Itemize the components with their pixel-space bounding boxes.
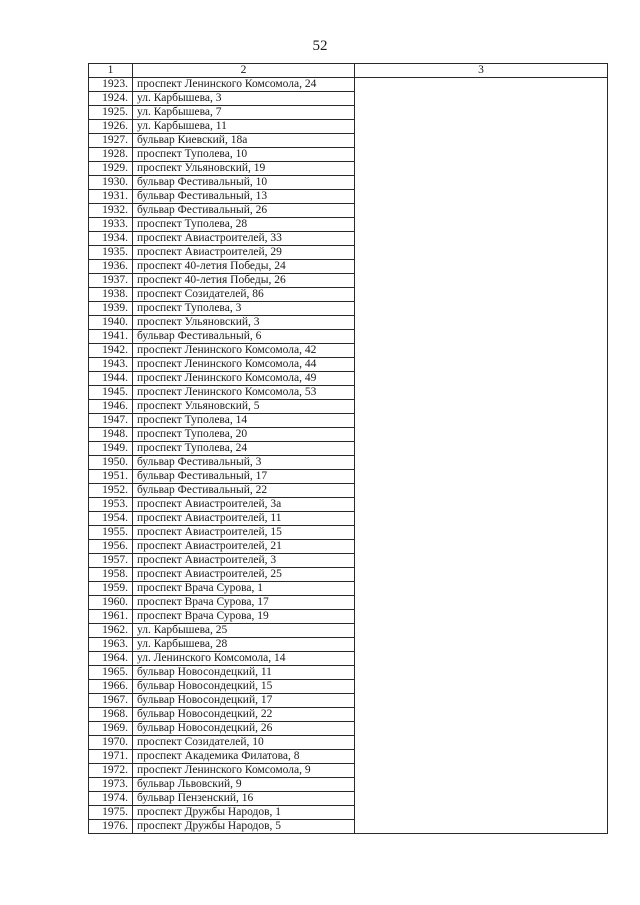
- row-address: бульвар Новосондецкий, 15: [133, 680, 355, 694]
- row-note: [355, 820, 608, 834]
- row-note: [355, 358, 608, 372]
- row-number: 1939.: [89, 302, 133, 316]
- row-note: [355, 736, 608, 750]
- table-row: [89, 190, 608, 204]
- row-number: 1955.: [89, 526, 133, 540]
- row-address: проспект Дружбы Народов, 1: [133, 806, 355, 820]
- row-note: [355, 204, 608, 218]
- table-row: [89, 512, 608, 526]
- column-header-note: 3: [355, 64, 608, 78]
- row-number: 1971.: [89, 750, 133, 764]
- table-row: [89, 162, 608, 176]
- table-row: [89, 78, 608, 92]
- row-address: проспект Авиастроителей, 3: [133, 554, 355, 568]
- row-address: проспект Академика Филатова, 8: [133, 750, 355, 764]
- row-number: 1974.: [89, 792, 133, 806]
- row-note: [355, 190, 608, 204]
- table-row: [89, 652, 608, 666]
- table-row: [89, 694, 608, 708]
- column-header-address: 2: [133, 64, 355, 78]
- row-note: [355, 540, 608, 554]
- row-address: проспект Туполева, 3: [133, 302, 355, 316]
- row-note: [355, 134, 608, 148]
- table-row: [89, 134, 608, 148]
- table-row: [89, 372, 608, 386]
- row-number: 1958.: [89, 568, 133, 582]
- row-address: бульвар Пензенский, 16: [133, 792, 355, 806]
- row-number: 1961.: [89, 610, 133, 624]
- table-row: [89, 428, 608, 442]
- row-address: проспект Туполева, 28: [133, 218, 355, 232]
- row-address: бульвар Фестивальный, 17: [133, 470, 355, 484]
- row-note: [355, 176, 608, 190]
- row-address: проспект Ленинского Комсомола, 9: [133, 764, 355, 778]
- row-address: ул. Карбышева, 11: [133, 120, 355, 134]
- row-address: бульвар Фестивальный, 22: [133, 484, 355, 498]
- row-note: [355, 316, 608, 330]
- row-address: проспект 40-летия Победы, 26: [133, 274, 355, 288]
- row-number: 1926.: [89, 120, 133, 134]
- row-address: проспект Созидателей, 10: [133, 736, 355, 750]
- row-address: бульвар Львовский, 9: [133, 778, 355, 792]
- row-number: 1959.: [89, 582, 133, 596]
- table-row: [89, 358, 608, 372]
- row-note: [355, 792, 608, 806]
- table-row: [89, 764, 608, 778]
- row-note: [355, 218, 608, 232]
- row-number: 1945.: [89, 386, 133, 400]
- row-number: 1936.: [89, 260, 133, 274]
- table-row: [89, 316, 608, 330]
- table-row: [89, 778, 608, 792]
- row-number: 1947.: [89, 414, 133, 428]
- row-note: [355, 344, 608, 358]
- row-address: проспект Врача Сурова, 1: [133, 582, 355, 596]
- row-note: [355, 652, 608, 666]
- table-row: [89, 344, 608, 358]
- table-row: [89, 106, 608, 120]
- table-row: [89, 414, 608, 428]
- row-note: [355, 260, 608, 274]
- row-number: 1927.: [89, 134, 133, 148]
- row-number: 1975.: [89, 806, 133, 820]
- table-row: [89, 288, 608, 302]
- row-number: 1963.: [89, 638, 133, 652]
- table-row: [89, 582, 608, 596]
- row-address: проспект Ульяновский, 5: [133, 400, 355, 414]
- row-note: [355, 498, 608, 512]
- row-note: [355, 666, 608, 680]
- row-address: проспект Ульяновский, 3: [133, 316, 355, 330]
- row-note: [355, 148, 608, 162]
- row-address: проспект Авиастроителей, 25: [133, 568, 355, 582]
- row-note: [355, 708, 608, 722]
- table-row: [89, 218, 608, 232]
- table-row: [89, 624, 608, 638]
- row-note: [355, 106, 608, 120]
- table-body: [89, 78, 608, 834]
- row-address: бульвар Новосондецкий, 26: [133, 722, 355, 736]
- table-row: [89, 260, 608, 274]
- row-address: проспект 40-летия Победы, 24: [133, 260, 355, 274]
- table-row: [89, 820, 608, 834]
- row-note: [355, 582, 608, 596]
- row-address: проспект Врача Сурова, 19: [133, 610, 355, 624]
- table-row: [89, 302, 608, 316]
- row-note: [355, 400, 608, 414]
- row-number: 1923.: [89, 78, 133, 92]
- row-number: 1951.: [89, 470, 133, 484]
- row-number: 1924.: [89, 92, 133, 106]
- row-address: проспект Созидателей, 86: [133, 288, 355, 302]
- row-address: проспект Авиастроителей, 15: [133, 526, 355, 540]
- row-number: 1952.: [89, 484, 133, 498]
- row-note: [355, 246, 608, 260]
- row-note: [355, 162, 608, 176]
- row-number: 1972.: [89, 764, 133, 778]
- row-number: 1966.: [89, 680, 133, 694]
- row-address: бульвар Фестивальный, 6: [133, 330, 355, 344]
- table-row: [89, 596, 608, 610]
- row-number: 1938.: [89, 288, 133, 302]
- row-note: [355, 442, 608, 456]
- row-address: проспект Ленинского Комсомола, 53: [133, 386, 355, 400]
- row-note: [355, 680, 608, 694]
- row-address: проспект Ульяновский, 19: [133, 162, 355, 176]
- table-row: [89, 708, 608, 722]
- row-number: 1944.: [89, 372, 133, 386]
- row-address: проспект Туполева, 20: [133, 428, 355, 442]
- row-number: 1925.: [89, 106, 133, 120]
- table-row: [89, 638, 608, 652]
- row-address: ул. Карбышева, 28: [133, 638, 355, 652]
- row-number: 1973.: [89, 778, 133, 792]
- row-address: бульвар Фестивальный, 10: [133, 176, 355, 190]
- table-row: [89, 666, 608, 680]
- row-address: проспект Врача Сурова, 17: [133, 596, 355, 610]
- table-row: [89, 470, 608, 484]
- row-number: 1946.: [89, 400, 133, 414]
- table-row: [89, 498, 608, 512]
- row-number: 1934.: [89, 232, 133, 246]
- table-row: [89, 246, 608, 260]
- row-number: 1967.: [89, 694, 133, 708]
- row-number: 1937.: [89, 274, 133, 288]
- row-address: бульвар Новосондецкий, 22: [133, 708, 355, 722]
- table-row: [89, 568, 608, 582]
- row-address: бульвар Фестивальный, 26: [133, 204, 355, 218]
- table-row: [89, 722, 608, 736]
- table-row: [89, 176, 608, 190]
- page-number: 52: [312, 38, 328, 54]
- row-note: [355, 610, 608, 624]
- row-address: проспект Авиастроителей, 29: [133, 246, 355, 260]
- row-address: проспект Ленинского Комсомола, 42: [133, 344, 355, 358]
- table-row: [89, 540, 608, 554]
- row-number: 1941.: [89, 330, 133, 344]
- row-note: [355, 596, 608, 610]
- row-address: ул. Карбышева, 3: [133, 92, 355, 106]
- row-address: проспект Авиастроителей, 11: [133, 512, 355, 526]
- row-address: проспект Ленинского Комсомола, 49: [133, 372, 355, 386]
- row-address: ул. Ленинского Комсомола, 14: [133, 652, 355, 666]
- row-number: 1949.: [89, 442, 133, 456]
- row-address: проспект Туполева, 24: [133, 442, 355, 456]
- row-note: [355, 386, 608, 400]
- row-number: 1969.: [89, 722, 133, 736]
- row-note: [355, 638, 608, 652]
- row-address: бульвар Фестивальный, 13: [133, 190, 355, 204]
- row-note: [355, 232, 608, 246]
- table-row: [89, 92, 608, 106]
- row-address: проспект Ленинского Комсомола, 24: [133, 78, 355, 92]
- row-number: 1942.: [89, 344, 133, 358]
- table-row: [89, 274, 608, 288]
- row-note: [355, 554, 608, 568]
- row-number: 1928.: [89, 148, 133, 162]
- column-header-number: 1: [89, 64, 133, 78]
- row-note: [355, 92, 608, 106]
- table-row: [89, 806, 608, 820]
- table-row: [89, 232, 608, 246]
- table-row: [89, 526, 608, 540]
- row-address: бульвар Киевский, 18а: [133, 134, 355, 148]
- table-row: [89, 456, 608, 470]
- row-note: [355, 806, 608, 820]
- row-address: проспект Туполева, 10: [133, 148, 355, 162]
- row-number: 1956.: [89, 540, 133, 554]
- table-row: [89, 610, 608, 624]
- row-number: 1954.: [89, 512, 133, 526]
- row-note: [355, 470, 608, 484]
- row-address: бульвар Новосондецкий, 11: [133, 666, 355, 680]
- row-note: [355, 428, 608, 442]
- table-row: [89, 442, 608, 456]
- row-number: 1930.: [89, 176, 133, 190]
- row-number: 1933.: [89, 218, 133, 232]
- row-note: [355, 526, 608, 540]
- row-number: 1935.: [89, 246, 133, 260]
- row-address: ул. Карбышева, 25: [133, 624, 355, 638]
- row-address: проспект Авиастроителей, 21: [133, 540, 355, 554]
- table-row: [89, 792, 608, 806]
- row-note: [355, 372, 608, 386]
- row-note: [355, 456, 608, 470]
- row-number: 1964.: [89, 652, 133, 666]
- row-number: 1948.: [89, 428, 133, 442]
- row-note: [355, 694, 608, 708]
- table-row: [89, 554, 608, 568]
- row-note: [355, 722, 608, 736]
- table-row: [89, 148, 608, 162]
- table-row: [89, 330, 608, 344]
- address-table: [88, 63, 608, 834]
- row-address: проспект Дружбы Народов, 5: [133, 820, 355, 834]
- row-number: 1960.: [89, 596, 133, 610]
- row-note: [355, 302, 608, 316]
- row-number: 1970.: [89, 736, 133, 750]
- table-row: [89, 680, 608, 694]
- row-number: 1968.: [89, 708, 133, 722]
- row-number: 1943.: [89, 358, 133, 372]
- row-note: [355, 484, 608, 498]
- row-note: [355, 778, 608, 792]
- table-row: [89, 386, 608, 400]
- row-note: [355, 414, 608, 428]
- row-address: бульвар Фестивальный, 3: [133, 456, 355, 470]
- row-note: [355, 750, 608, 764]
- table-row: [89, 750, 608, 764]
- row-address: проспект Авиастроителей, 3а: [133, 498, 355, 512]
- row-number: 1950.: [89, 456, 133, 470]
- row-note: [355, 274, 608, 288]
- row-number: 1965.: [89, 666, 133, 680]
- table-header-row: [89, 64, 608, 78]
- row-number: 1957.: [89, 554, 133, 568]
- row-note: [355, 120, 608, 134]
- row-note: [355, 288, 608, 302]
- table-row: [89, 204, 608, 218]
- row-note: [355, 624, 608, 638]
- row-note: [355, 764, 608, 778]
- row-number: 1932.: [89, 204, 133, 218]
- row-note: [355, 78, 608, 92]
- row-number: 1929.: [89, 162, 133, 176]
- row-address: проспект Ленинского Комсомола, 44: [133, 358, 355, 372]
- row-number: 1962.: [89, 624, 133, 638]
- table-row: [89, 484, 608, 498]
- row-address: бульвар Новосондецкий, 17: [133, 694, 355, 708]
- table-row: [89, 736, 608, 750]
- row-address: ул. Карбышева, 7: [133, 106, 355, 120]
- row-address: проспект Авиастроителей, 33: [133, 232, 355, 246]
- row-number: 1953.: [89, 498, 133, 512]
- row-note: [355, 330, 608, 344]
- row-number: 1931.: [89, 190, 133, 204]
- table-row: [89, 120, 608, 134]
- row-note: [355, 512, 608, 526]
- row-note: [355, 568, 608, 582]
- row-address: проспект Туполева, 14: [133, 414, 355, 428]
- row-number: 1976.: [89, 820, 133, 834]
- row-number: 1940.: [89, 316, 133, 330]
- table-row: [89, 400, 608, 414]
